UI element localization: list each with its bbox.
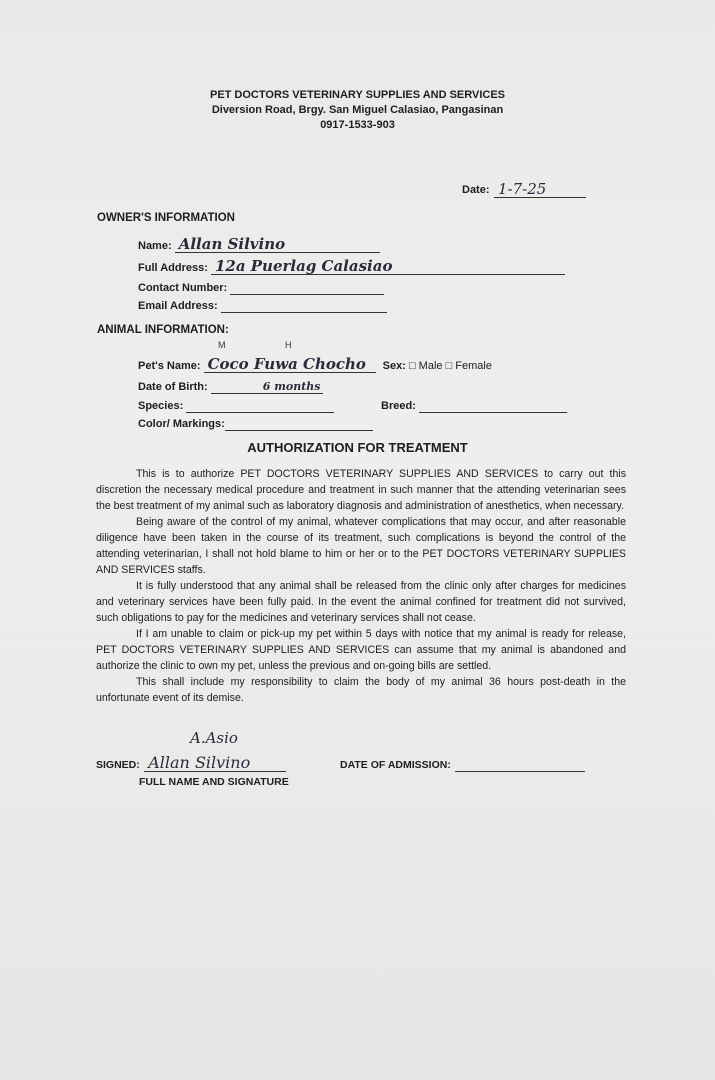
admission-label: DATE OF ADMISSION: <box>340 759 451 771</box>
sex-label: Sex: <box>382 360 406 372</box>
male-label: Male <box>418 360 443 372</box>
pet-name-field[interactable] <box>138 355 492 373</box>
dob-label: Date of Birth: <box>138 381 208 393</box>
paragraph: This shall include my responsibility to claim the body of my animal 36 hours post-death in the unfortunate event of its demise. <box>96 676 626 704</box>
date-value: 1-7-25 <box>497 180 547 198</box>
pet-annotation-h: H <box>285 340 292 350</box>
signed-field[interactable] <box>96 753 286 772</box>
paragraph: Being aware of the control of my animal, whatever complications that may occur, and after reasonable diligence have been taken in the course of its treatment, such complications is beyond the control of the attending veterinarian, I shall not hold blame to him or her or to the PET DOCTORS VETERINARY SUPPLIES AND SERVICES staffs. <box>96 516 626 576</box>
business-name: PET DOCTORS VETERINARY SUPPLIES AND SERVICES <box>209 89 506 101</box>
paragraph: It is fully understood that any animal shall be released from the clinic only after charges for medicines and veterinary services have been fully paid. In the event the animal confined for treatment did not survived, such obligations to pay for the medicines and veterinary services shall not cease. <box>96 580 626 624</box>
address-value: 12a Puerlag Calasiao <box>214 257 393 275</box>
owner-section-title: OWNER'S INFORMATION <box>97 212 235 224</box>
paragraph: This is to authorize PET DOCTORS VETERINARY SUPPLIES AND SERVICES to carry out this discretion the necessary medical procedure and treatment in such manner that the attending veterinarian sees the best treatment of my animal such as laboratory diagnosis and administration of anesthetics, when necessary. <box>96 468 626 512</box>
pet-annotation-m: M <box>218 340 226 350</box>
contact-number-field[interactable] <box>138 282 384 295</box>
signature-initials: A.Asio <box>190 729 238 747</box>
male-checkbox[interactable]: □ Male <box>408 360 443 372</box>
signature-caption: FULL NAME AND SIGNATURE <box>139 776 289 788</box>
authorization-title: AUTHORIZATION FOR TREATMENT <box>247 440 468 455</box>
dob-field[interactable] <box>138 381 323 394</box>
color-markings-field[interactable] <box>138 418 373 431</box>
owner-name-field[interactable] <box>138 235 380 253</box>
date-field[interactable] <box>462 180 586 198</box>
address-label: Full Address: <box>138 262 208 274</box>
business-phone: 0917-1533-903 <box>320 119 395 131</box>
signature-value: Allan Silvino <box>148 753 251 772</box>
authorization-body <box>96 466 626 706</box>
breed-field[interactable] <box>381 400 567 413</box>
breed-label: Breed: <box>381 400 416 412</box>
date-label: Date: <box>462 184 490 196</box>
dob-value: 6 months <box>262 380 321 393</box>
admission-date-field[interactable] <box>340 757 585 772</box>
email-field[interactable] <box>138 300 387 313</box>
owner-address-field[interactable] <box>138 257 565 275</box>
female-checkbox[interactable]: □ Female <box>445 360 492 372</box>
animal-section-title: ANIMAL INFORMATION: <box>97 324 229 336</box>
paragraph: If I am unable to claim or pick-up my pet within 5 days with notice that my animal is ready for release, PET DOCTORS VETERINARY SUPPLIES AND SERVICES can assume that my animal is abandoned and authorize the clinic to own my pet, unless the previous and on-going bills are settled. <box>96 628 626 672</box>
name-value: Allan Silvino <box>178 235 286 253</box>
signed-label: SIGNED: <box>96 759 140 771</box>
business-address: Diversion Road, Brgy. San Miguel Calasiao, Pangasinan <box>211 104 504 116</box>
species-field[interactable] <box>138 400 334 413</box>
contact-label: Contact Number: <box>138 282 228 294</box>
letterhead <box>0 88 715 133</box>
name-label: Name: <box>138 240 172 252</box>
email-label: Email Address: <box>138 300 218 312</box>
pet-name-value: Coco Fuwa Chocho <box>207 355 366 373</box>
species-label: Species: <box>138 400 184 412</box>
pet-name-label: Pet's Name: <box>138 360 201 372</box>
female-label: Female <box>455 360 492 372</box>
color-label: Color/ Markings: <box>138 418 225 430</box>
